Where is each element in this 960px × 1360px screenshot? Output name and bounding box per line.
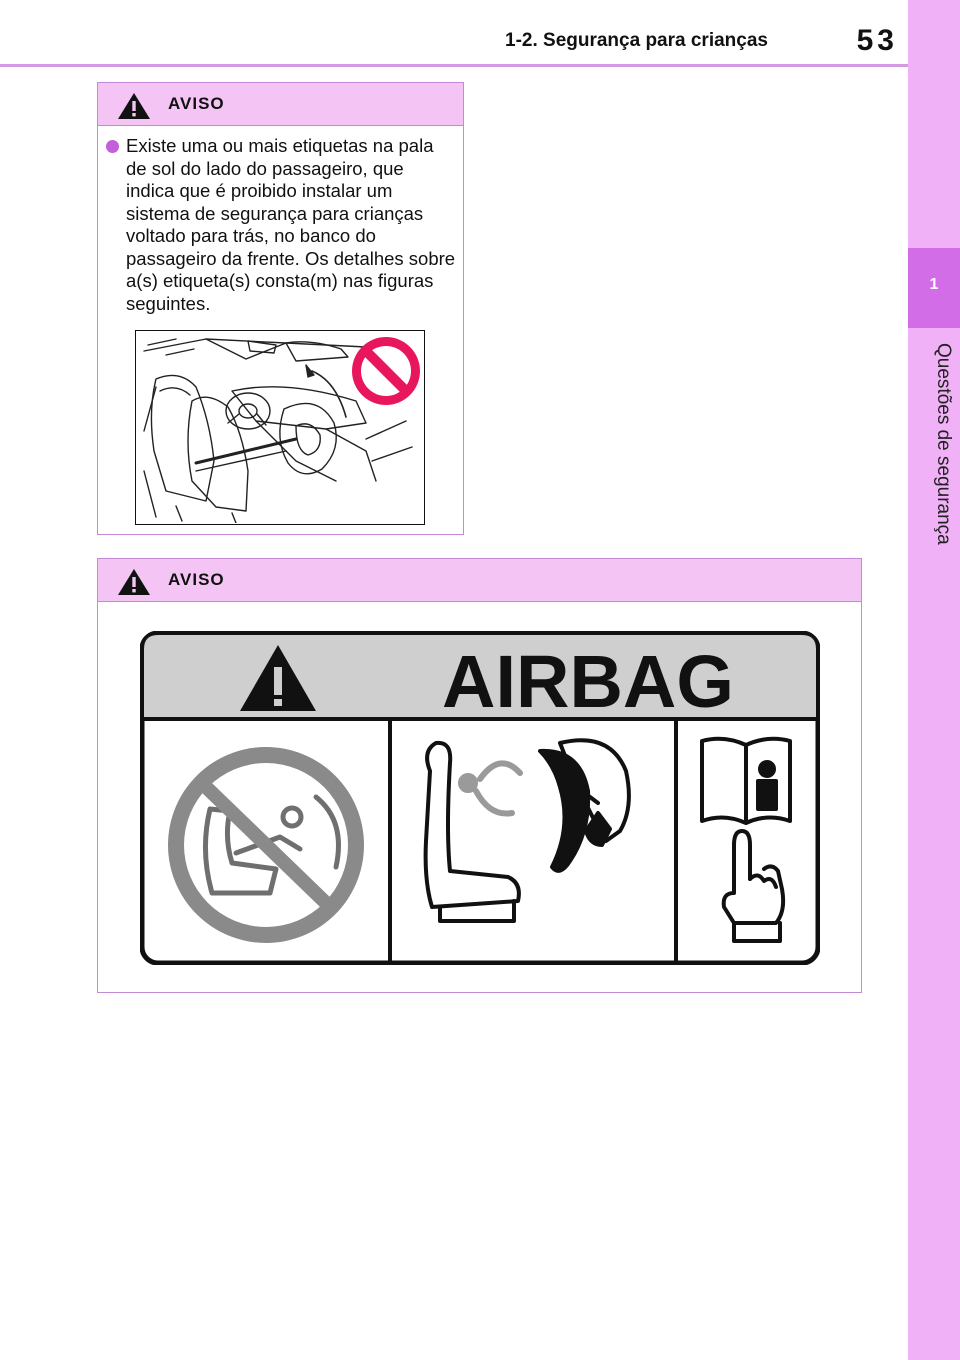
- header-divider: [0, 64, 908, 67]
- prohibition-sign: [352, 337, 420, 405]
- chapter-number: 1: [929, 276, 939, 293]
- car-interior-illustration: [135, 330, 425, 525]
- chapter-title: Questões de segurança: [933, 343, 954, 545]
- airbag-warning-label: [140, 631, 820, 965]
- page-number: 53: [856, 24, 898, 57]
- warning-title: AVISO: [168, 570, 225, 589]
- chapter-side-tab: [908, 0, 960, 1360]
- warning-box-sun-visor: [97, 82, 464, 535]
- car-interior-drawing-icon: [136, 331, 423, 523]
- warning-header: [98, 83, 463, 126]
- warning-box-airbag-label: [97, 558, 862, 993]
- warning-header: [98, 559, 861, 602]
- prohibited-child-seat-icon: [168, 747, 364, 943]
- warning-triangle-icon: [116, 91, 152, 121]
- section-title: 1-2. Segurança para crianças: [505, 30, 768, 51]
- warning-text: Existe uma ou mais etiquetas na pala de sol do lado do passageiro, que indica que é proibido instalar um sistema de segurança para crianças voltado para trás, no banco do passageiro da frente. Os detalhes sobre a(s) etiqueta(s) consta(m) nas figuras seguintes.: [126, 135, 456, 314]
- warning-triangle-icon: [116, 567, 152, 597]
- bullet-dot-icon: [106, 140, 119, 153]
- airbag-label-text: AIRBAG: [442, 640, 734, 723]
- warning-title: AVISO: [168, 94, 225, 113]
